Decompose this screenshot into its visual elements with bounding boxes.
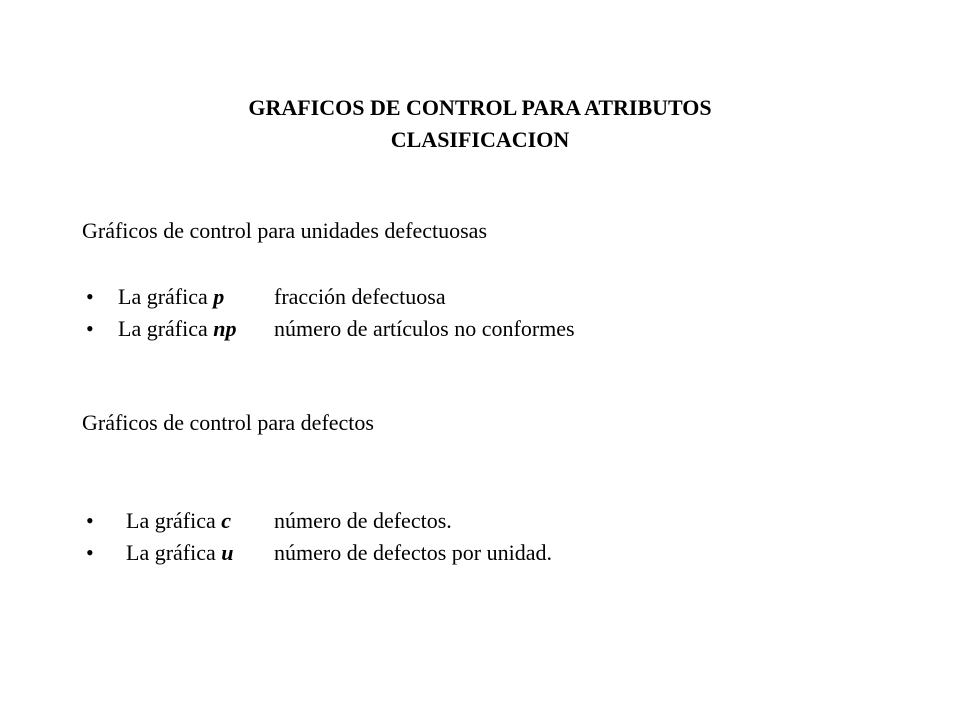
- term-symbol: np: [213, 316, 237, 341]
- section-heading-defective-units: Gráficos de control para unidades defectuosas: [82, 218, 488, 243]
- term-prefix: La gráfica: [118, 316, 214, 341]
- title-line-1: GRAFICOS DE CONTROL PARA ATRIBUTOS: [248, 95, 712, 120]
- term-description: número de defectos por unidad.: [274, 540, 552, 565]
- term-symbol: u: [221, 540, 234, 565]
- term-description: número de defectos.: [274, 508, 452, 533]
- term-description: fracción defectuosa: [274, 284, 446, 309]
- term-prefix: La gráfica: [126, 508, 222, 533]
- chart-term: [118, 283, 224, 311]
- chart-term: [126, 507, 231, 535]
- list-item: [86, 539, 786, 567]
- list-item: [86, 283, 786, 311]
- title-line-2: CLASIFICACION: [390, 127, 570, 152]
- chart-term: [118, 315, 237, 343]
- term-description: número de artículos no conformes: [274, 316, 575, 341]
- section-heading-defects: Gráficos de control para defectos: [82, 410, 374, 435]
- bullet-icon: •: [86, 316, 94, 341]
- list-item: [86, 507, 786, 535]
- bullet-icon: •: [86, 540, 94, 565]
- term-symbol: c: [221, 508, 232, 533]
- list-item: [86, 315, 786, 343]
- bullet-icon: •: [86, 284, 94, 309]
- bullet-icon: •: [86, 508, 94, 533]
- term-prefix: La gráfica: [118, 284, 214, 309]
- term-symbol: p: [213, 284, 225, 309]
- page-title: [0, 92, 960, 156]
- term-prefix: La gráfica: [126, 540, 222, 565]
- chart-term: [126, 539, 234, 567]
